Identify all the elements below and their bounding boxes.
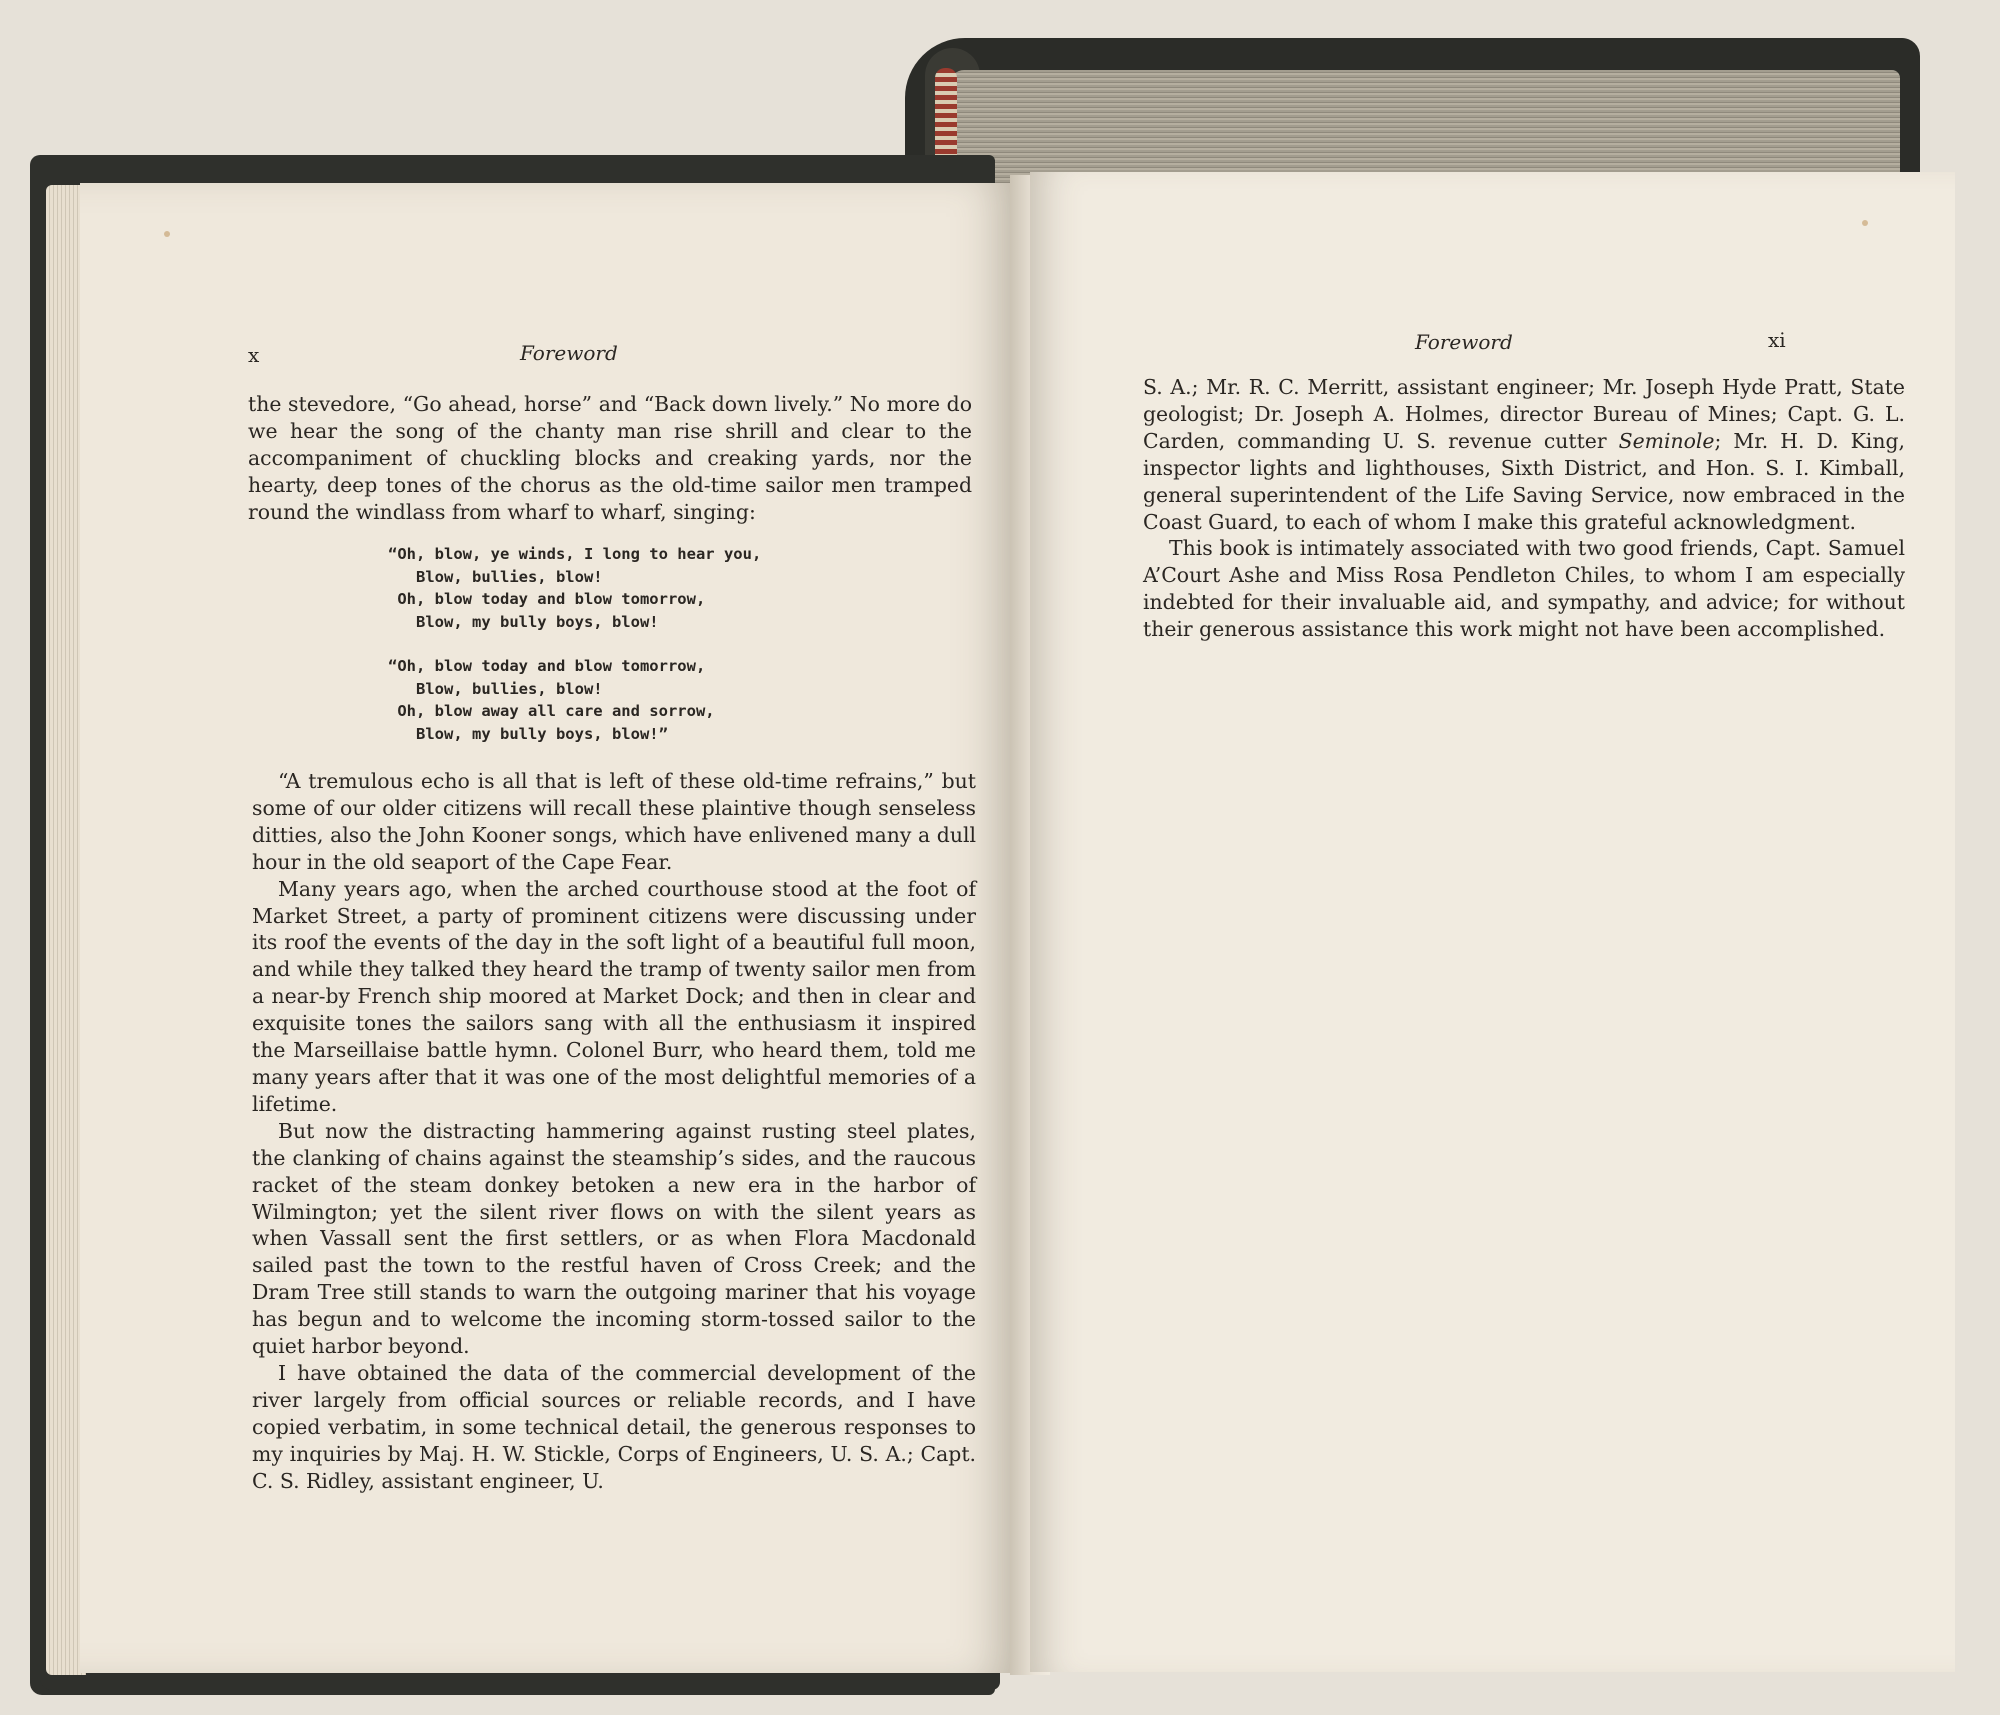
- verse-line: Blow, my bully boys, blow!”: [388, 724, 668, 743]
- ship-name: Seminole: [1618, 428, 1715, 453]
- verse-line: Blow, bullies, blow!: [388, 679, 603, 698]
- paragraph: This book is intimately associated with two good friends, Capt. Samuel A’Court Ashe and Miss Rosa Pendleton Chiles, to whom I am especially indebted for their invaluable aid, and sympathy, and advice; for without their generous assistance this work might not have been accomplished.: [1143, 536, 1905, 642]
- right-running-title: Foreword: [1415, 330, 1513, 354]
- paragraph: Many years ago, when the arched courthouse stood at the foot of Market Street, a party of prominent citizens were discussing under its roof the events of the day in the soft light of a beautiful full moon, and while they talked they heard the tramp of twenty sailor men from a near-by French ship moored at Market Dock; and then in clear and exquisite tones the sailors sang with all the enthusiasm it inspired the Marseillaise battle hymn. Colonel Burr, who heard them, told me many years after that it was one of the most delightful memories of a lifetime.: [252, 876, 976, 1116]
- right-page: [1030, 172, 1955, 1672]
- verse-line: Blow, bullies, blow!: [388, 567, 603, 586]
- paragraph: [1143, 374, 1905, 535]
- left-page: [80, 183, 1020, 1673]
- paragraph: “A tremulous echo is all that is left of these old-time refrains,” but some of our older citizens will recall these plaintive though senseless ditties, also the John Kooner songs, which have enlivened many a dull hour in the old seaport of the Cape Fear.: [252, 769, 976, 874]
- right-body-text: [1143, 374, 1905, 643]
- paragraph-text: ; Mr. H. D. King, inspector lights and lighthouses, Sixth District, and Hon. S. I. Kimball, general superintendent of the Life Saving Service, now embraced in the Coast Guard, to each of whom I make this grateful acknowledgment.: [1143, 428, 1905, 534]
- paper-speck: [1862, 220, 1868, 226]
- verse-line: “Oh, blow, ye winds, I long to hear you,: [388, 545, 762, 563]
- paragraph: But now the distracting hammering against rusting steel plates, the clanking of chains against the steamship’s sides, and the raucous racket of the steam donkey betoken a new era in the harbor of Wilmington; yet the silent river flows on with the silent years as when Vassall sent the first settlers, or as when Flora Macdonald sailed past the town to the restful haven of Cross Creek; and the Dram Tree still stands to warn the outgoing mariner that his voyage has begun and to welcome the incoming storm-tossed sailor to the quiet harbor beyond.: [252, 1118, 976, 1359]
- chanty-verse: [388, 543, 761, 767]
- paragraph: I have obtained the data of the commercial development of the river largely from official sources or reliable records, and I have copied verbatim, in some technical detail, the generous responses to my inquiries by Maj. H. W. Stickle, Corps of Engineers, U. S. A.; Capt. C. S. Ridley, assistant engineer, U.: [252, 1360, 976, 1493]
- left-body-text: [252, 768, 976, 1494]
- right-page-number: xi: [1768, 328, 1786, 352]
- page-block-edges: [950, 70, 1900, 185]
- left-running-title: Foreword: [520, 341, 618, 365]
- verse-line: Blow, my bully boys, blow!: [388, 612, 659, 631]
- verse-stanza-1: [388, 543, 761, 633]
- left-page-number: x: [248, 343, 260, 367]
- verse-line: Oh, blow today and blow tomorrow,: [388, 590, 706, 608]
- verse-line: Oh, blow away all care and sorrow,: [388, 702, 715, 720]
- paragraph-text: S. A.; Mr. R. C. Merritt, assistant engineer; Mr. Joseph Hyde Pratt, State geologist; Dr. Joseph A. Holmes, director Bureau of Mines; Capt. G. L. Carden, commanding U. S. revenue cutter: [1143, 375, 1905, 453]
- verse-stanza-2: [388, 655, 761, 745]
- paragraph: the stevedore, “Go ahead, horse” and “Back down lively.” No more do we hear the song of the chanty man rise shrill and clear to the accompaniment of chuckling blocks and creaking yards, nor the hearty, deep tones of the chorus as the old-time sailor men tramped round the windlass from wharf to wharf, singing:: [248, 392, 972, 524]
- verse-line: “Oh, blow today and blow tomorrow,: [388, 657, 706, 675]
- paper-speck: [164, 231, 170, 237]
- left-opening-paragraph: [248, 391, 972, 526]
